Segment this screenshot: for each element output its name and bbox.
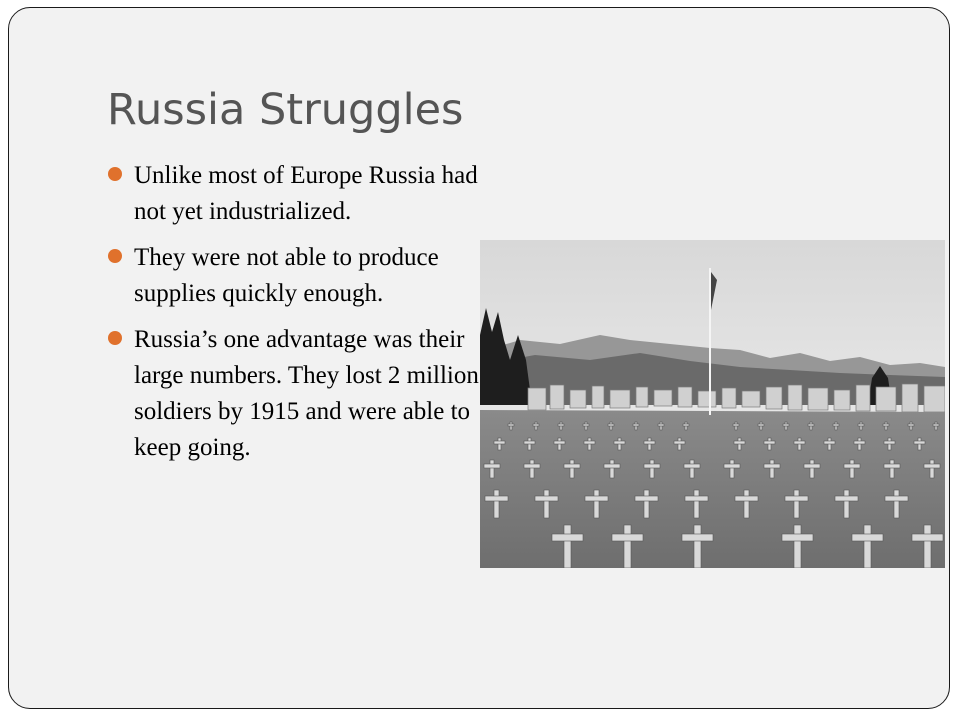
bullet-dot-icon [108,167,122,181]
photo-grass [480,410,945,568]
bullet-item-industrialization [107,158,482,230]
slide-title: Russia Struggles [107,85,464,135]
bullet-text: Unlike most of Europe Russia had not yet industrialized. [134,162,478,225]
bullet-item-supplies [107,240,482,312]
bullet-item-numbers [107,322,482,466]
cemetery-photo [480,240,945,568]
bullet-text: Russia’s one advantage was their large numbers. They lost 2 million soldiers by 1915 and were able to keep going. [134,326,479,461]
bullet-list [107,158,482,476]
bullet-dot-icon [108,249,122,263]
bullet-dot-icon [108,331,122,345]
bullet-text: They were not able to produce supplies quickly enough. [134,244,439,307]
